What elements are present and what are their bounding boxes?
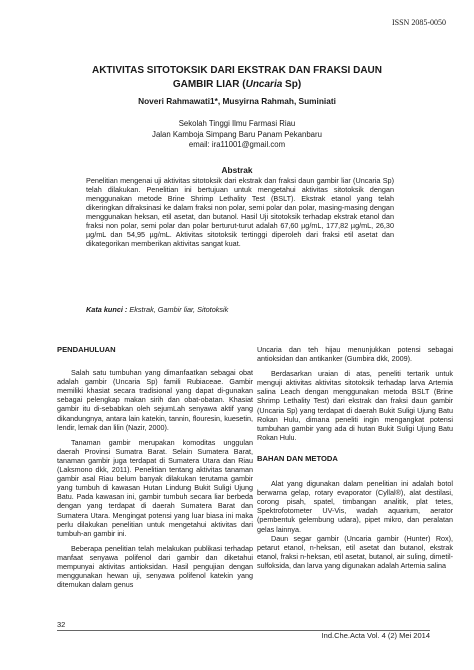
abstract-text: Penelitian mengenai uji aktivitas sitotoksik dari ekstrak dan fraksi daun gambir liar (Uncaria Sp) telah dilakukan. Penelitian ini bertujuan untuk mengetahui aktivitas sitotoksik dengan menggunakan metode Brine Shrimp Lethality Test (BSLT). Ekstrak etanol yang telah dikeringkan difraksinasi ke dalam fraksi non polar, semi polar dan polar, masing-masing dengan menggunakan heksan, etil asetat, dan butanol. Hasil Uji sitotoksik terhadap ekstrak etanol dan fraksi non polar, semi polar dan polar berturut-turut adalah 67,60 µg/mL, 177,82 µg/mL, 26,30 µg/mL dan 54,95 µg/mL. Aktivitas sitotoksik tertinggi diperoleh dari fraksi etil asetat dan dikategorikan memberikan aktivitas sangat kuat. — [86, 176, 394, 249]
affiliation-email: email: ira11001@gmail.com — [188, 140, 286, 149]
paragraph: Salah satu tumbuhan yang dimanfaatkan sebagai obat adalah gambir (Uncaria Sp) famili Rubiaceae. Gambir memiliki khasiat secara tradisional yang dapat di-gunakan sebagai pelengkap makan sirih dan obat-obatan. Khasiat gambir itu di-sebabkan oleh sejumLah senyawa aktif yang dikandungnya, antara lain katekin, tannin, flouresin, kuesetin, lendir, lemak dan lilin (Nazir, 2000). — [57, 368, 253, 432]
paragraph: Daun segar gambir (Uncaria gambir (Hunter) Rox), petarut etanol, n-heksan, etil asetat dan butanol, ekstrak etanol, fraksi n-heksan, etil asetat, butanol, air suling, dimetil-sulfoksida, dan larva yang digunakan adalah Artemia salina — [257, 533, 453, 570]
affiliation-institution: Sekolah Tinggi Ilmu Farmasi Riau — [178, 119, 296, 128]
issn-label: ISSN 2085-0050 — [391, 18, 446, 27]
right-column — [257, 345, 453, 570]
left-column — [57, 345, 253, 589]
title-line-2: GAMBIR LIAR (Uncaria Sp) — [172, 79, 302, 90]
affiliation — [30, 119, 444, 151]
section-heading-bahan-metoda: BAHAN DAN METODA — [257, 453, 338, 463]
paragraph: Beberapa penelitian telah melakukan publikasi terhadap manfaat senyawa polifenol dari gambir dan diketahui mempunyai aktivitas antioksidan. Hasil pengujian dengan menggunakan hewan uji, senyawa polifenol katekin yang ditemukan dalam genus — [57, 543, 253, 590]
paragraph: Tanaman gambir merupakan komoditas unggulan daerah Provinsi Sumatra Barat. Selain Sumatera Barat, tanaman gambir juga terdapat di Sumatera Utara dan Riau (Laksmono dkk, 2011). Penelitian tentang aktivitas tanaman gambir asal Riau belum banyak dilakukan terutama gambir yang tumbuh di kawasan Hutan Lindung Bukit Suligi Ujung Batu. Pada kawasan ini, gambir tumbuh secara liar berbeda dengan yang terdapat di daerah Sumatera Barat dan Sumatera Utara. Mengingat potensi yang luar biasa ini maka perlu dilakukan penelitian untuk mengetahui aktivitas dari tumbuh-an gambir ini. — [57, 437, 253, 538]
abstract-heading: Abstrak — [221, 165, 253, 175]
section-heading-pendahuluan: PENDAHULUAN — [57, 345, 116, 354]
paragraph: Alat yang digunakan dalam penelitian ini adalah botol berwarna gelap, rotary evaporator (Cyllal®), alat destilasi, corong pisah, spatel, timbangan analitik, plat tetes, Spektrofotometer UV-Vis, wadah aquarium, aerator (pembentuk gelembung udara), pipet mikro, dan peralatan gelas lainnya. — [257, 479, 453, 534]
author-list: Noveri Rahmawati1*, Musyirna Rahmah, Suminiati — [138, 96, 336, 106]
paragraph: Uncaria dan teh hijau menunjukkan potensi sebagai antioksidan dan antikanker (Gumbira dkk, 2009). — [257, 345, 453, 364]
page-number: 32 — [57, 620, 66, 629]
journal-citation: Ind.Che.Acta Vol. 4 (2) Mei 2014 — [321, 631, 430, 640]
paper-title — [30, 64, 444, 92]
paragraph: Berdasarkan uraian di atas, peneliti tertarik untuk menguji aktivitas aktivitas sitotoksik terhadap larva Artemia salina Leach dengan menggunakan metoda BSLT (Brine Shrimp Lethality Test) dari ekstrak dan fraksi daun gambir (Uncaria Sp) yang terdapat di daerah Bukit Suligi Ujung Batu Rokan Hulu, dimana peneliti ingin mengangkat potensi tumbuhan gambir yang ada di hutan Bukit Suligi Ujung Batu Rokan Hulu. — [257, 369, 453, 442]
title-line-1: AKTIVITAS SITOTOKSIK DARI EKSTRAK DAN FRAKSI DAUN — [91, 65, 382, 76]
keywords-label: Kata kunci : — [86, 305, 128, 314]
keywords-text: Ekstrak, Gambir liar, Sitotoksik — [127, 305, 229, 314]
affiliation-address: Jalan Kamboja Simpang Baru Panam Pekanbaru — [152, 129, 322, 139]
keywords — [86, 305, 394, 314]
